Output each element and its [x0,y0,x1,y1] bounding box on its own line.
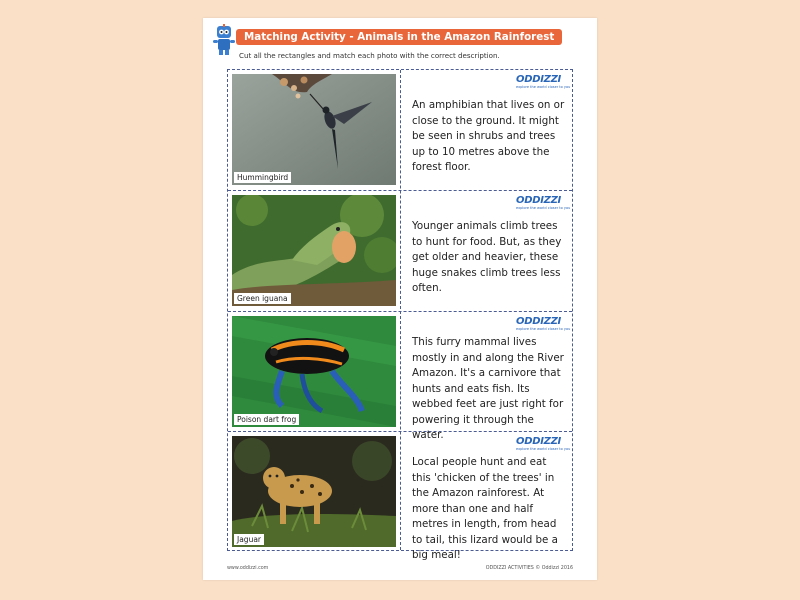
card-description: Younger animals climb trees to hunt for food. But, as they get older and heavier, these huge snakes climb trees less often. [412,220,562,294]
photo-label: Poison dart frog [234,414,299,425]
cut-line-horizontal [228,190,572,191]
oddizzi-logo [516,74,571,90]
footer-copyright: ODDIZZI ACTIVITIES © Oddizzi 2016 [485,566,573,571]
logo-text: ODDIZZI [516,74,561,85]
photo-label: Jaguar [234,534,264,545]
logo-text: ODDIZZI [516,316,561,327]
logo-tagline: explore the world closer to you [516,447,571,451]
hummingbird-image [232,74,396,185]
logo-tagline: explore the world closer to you [516,327,571,331]
oddizzi-logo [516,195,571,211]
instructions-text: Cut all the rectangles and match each photo with the correct description. [239,51,500,60]
photo-label: Hummingbird [234,172,291,183]
card-description: An amphibian that lives on or close to the ground. It might be seen in shrubs and trees up to 10 metres above the forest floor. [412,99,565,173]
cut-line-horizontal [228,311,572,312]
oddizzi-logo [516,436,571,452]
robot-mascot-icon [211,24,237,56]
logo-tagline: explore the world closer to you [516,206,571,210]
footer-website: www.oddizzi.com [227,566,269,571]
hummingbird-photo [232,74,396,185]
jaguar-photo [232,436,396,547]
green-iguana-image [232,195,396,306]
green-iguana-photo [232,195,396,306]
logo-text: ODDIZZI [516,436,561,447]
logo-tagline: explore the world closer to you [516,85,571,89]
matching-card-grid [227,69,573,561]
photo-label: Green iguana [234,293,291,304]
page-title: Matching Activity - Animals in the Amazon Rainforest [236,29,562,45]
poison-dart-frog-photo [232,316,396,427]
jaguar-image [232,436,396,547]
oddizzi-logo [516,316,571,332]
cut-line-vertical [400,70,401,550]
worksheet-page [203,18,597,580]
poison-dart-frog-image [232,316,396,427]
card-description: Local people hunt and eat this 'chicken of the trees' in the Amazon rainforest. At more than one and half metres in length, from head to tail, this lizard would be a big meal! [412,456,558,561]
logo-text: ODDIZZI [516,195,561,206]
card-description: This furry mammal lives mostly in and along the River Amazon. It's a carnivore that hunts and eats fish. Its webbed feet are just right for powering it through the water. [412,336,564,441]
